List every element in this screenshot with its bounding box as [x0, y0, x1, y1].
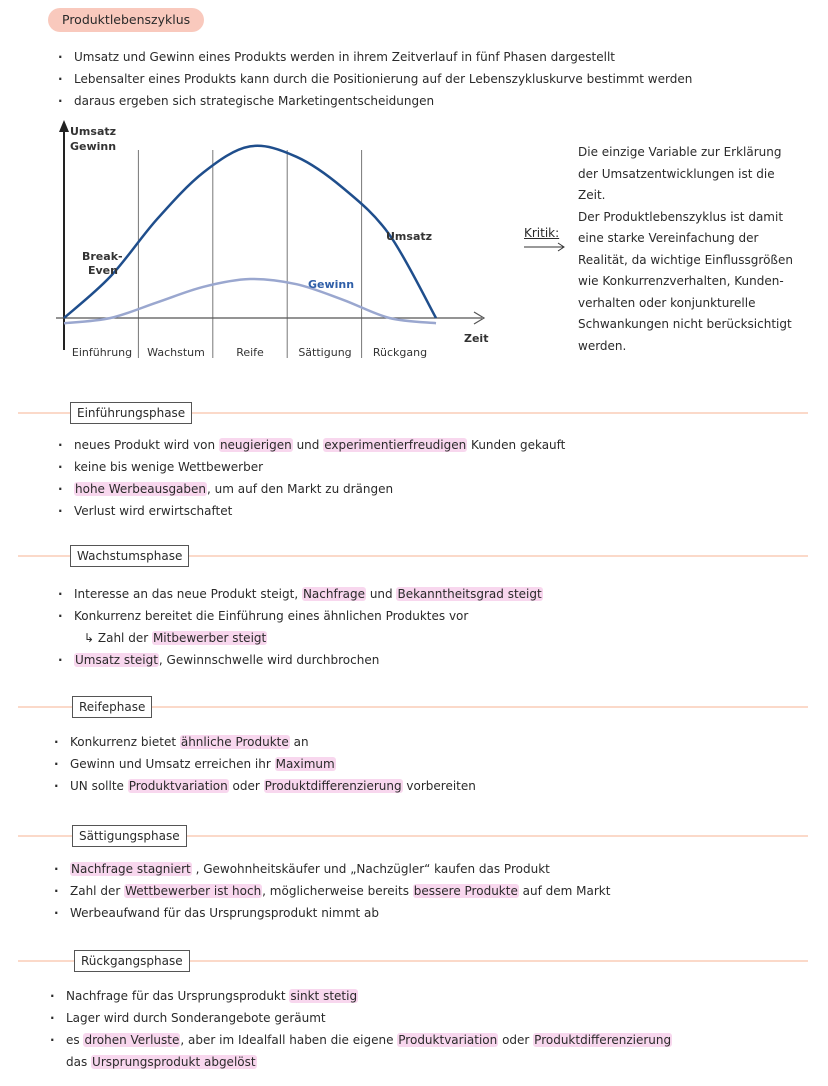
kritik-line: Die einzige Variable zur Erklärung: [578, 145, 782, 159]
gewinn-series-label: Gewinn: [308, 278, 355, 291]
phase-label-einfuehrung: Einführung: [71, 346, 133, 359]
phase-label-wachstum: Wachstum: [147, 346, 205, 359]
kritik-label: Kritik:: [524, 226, 560, 240]
text: oder: [228, 779, 264, 793]
y-axis-label-umsatz: Umsatz: [70, 125, 117, 138]
kritik-line: werden.: [578, 338, 627, 353]
intro-bullet: · Lebensalter eines Produkts kann durch die Positionierung auf der Lebenszykluskurve bestimmt werden: [56, 68, 692, 90]
reife-bullet-list: [52, 731, 476, 797]
list-item: · Lager wird durch Sonderangebote geräumt: [48, 1007, 672, 1029]
text: und: [292, 438, 324, 452]
page-title: Produktlebenszyklus: [48, 8, 204, 32]
list-item: [56, 478, 565, 500]
list-item: [52, 880, 610, 902]
intro-bullet: · Umsatz und Gewinn eines Produkts werden in ihrem Zeitverlauf in fünf Phasen dargestellt: [56, 46, 692, 68]
kritik-arrow-icon: [523, 242, 569, 252]
highlight: Umsatz steigt: [75, 653, 158, 667]
kritik-line: Der Produktlebenszyklus ist damit: [578, 209, 784, 224]
text: , Gewohnheitskäufer und „Nachzügler“ kaufen das Produkt: [191, 862, 550, 876]
section-header-einfuehrung: [18, 402, 808, 424]
saettigung-bullet-list: [52, 858, 610, 924]
list-item: [56, 649, 543, 671]
section-heading: Sättigungsphase: [72, 825, 187, 847]
text: Zahl der: [70, 884, 125, 898]
intro-bullet: · daraus ergeben sich strategische Marketingentscheidungen: [56, 90, 692, 112]
kritik-text: [578, 142, 808, 357]
wachstum-bullet-list: [56, 583, 543, 671]
highlight: Maximum: [275, 757, 335, 771]
highlight: Ursprungsprodukt abgelöst: [92, 1055, 256, 1069]
highlight: Produktvariation: [398, 1033, 498, 1047]
highlight: Produktvariation: [128, 779, 228, 793]
section-header-wachstum: [18, 545, 808, 567]
list-item: [48, 1029, 672, 1051]
text: Nachfrage für das Ursprungsprodukt: [66, 989, 290, 1003]
text: und: [366, 587, 397, 601]
highlight: neugierigen: [219, 438, 292, 452]
text: , aber im Idealfall haben die eigene: [180, 1033, 398, 1047]
highlight: drohen Verluste: [84, 1033, 180, 1047]
text: , möglicherweise bereits: [262, 884, 413, 898]
highlight: Nachfrage: [302, 587, 365, 601]
phase-label-rueckgang: Rückgang: [372, 346, 428, 359]
y-axis-label-gewinn: Gewinn: [70, 140, 117, 153]
list-item: · Verlust wird erwirtschaftet: [56, 500, 565, 522]
kritik-line: wie Konkurrenzverhalten, Kunden-: [578, 274, 784, 288]
highlight: ähnliche Produkte: [180, 735, 289, 749]
list-item: [52, 858, 610, 880]
list-item: · keine bis wenige Wettbewerber: [56, 456, 565, 478]
kritik-line: Schwankungen nicht berücksichtigt: [578, 317, 792, 331]
break-even-label-2: Even: [88, 264, 118, 277]
list-item: [56, 434, 565, 456]
phase-label-reife: Reife: [236, 346, 264, 359]
section-header-rueckgang: [18, 950, 808, 972]
highlight: bessere Produkte: [413, 884, 518, 898]
section-heading: Wachstumsphase: [70, 545, 189, 567]
highlight: Produktdifferenzierung: [534, 1033, 672, 1047]
y-axis-arrow: [59, 120, 69, 132]
text: es: [66, 1033, 84, 1047]
text: Gewinn und Umsatz erreichen ihr: [70, 757, 275, 771]
section-header-saettigung: [18, 825, 808, 847]
text: Konkurrenz bietet: [70, 735, 180, 749]
text: ↳ Zahl der: [84, 631, 152, 645]
list-item: [48, 1051, 672, 1073]
text: an: [289, 735, 309, 749]
text: , Gewinnschwelle wird durchbrochen: [158, 653, 380, 667]
highlight: Wettbewerber ist hoch: [125, 884, 262, 898]
list-item: · Werbeaufwand für das Ursprungsprodukt nimmt ab: [52, 902, 610, 924]
list-item: [48, 985, 672, 1007]
highlight: hohe Werbeausgaben: [75, 482, 207, 496]
text: oder: [498, 1033, 534, 1047]
list-item: [52, 775, 476, 797]
highlight: Produktdifferenzierung: [264, 779, 402, 793]
section-heading: Rückgangsphase: [74, 950, 190, 972]
list-item: [56, 583, 543, 605]
kritik-line: Zeit.: [578, 188, 606, 202]
umsatz-series-label: Umsatz: [386, 230, 433, 243]
text: vorbereiten: [402, 779, 476, 793]
text: auf dem Markt: [518, 884, 611, 898]
umsatz-curve: [64, 146, 436, 318]
text: UN sollte: [70, 779, 128, 793]
section-header-reife: [18, 696, 808, 718]
kritik-line: Realität, da wichtige Einflussgrößen: [578, 252, 793, 267]
list-item: [52, 753, 476, 775]
list-item: [52, 731, 476, 753]
text: neues Produkt wird von: [74, 438, 219, 452]
break-even-label-1: Break-: [82, 250, 123, 263]
gewinn-curve: [64, 279, 436, 323]
text: das: [66, 1055, 92, 1069]
highlight: Nachfrage stagniert: [71, 862, 191, 876]
kritik-line: verhalten oder konjunkturelle: [578, 295, 756, 310]
lifecycle-chart: [50, 118, 500, 368]
highlight: sinkt stetig: [290, 989, 358, 1003]
x-axis-label: Zeit: [464, 332, 489, 345]
highlight: Bekanntheitsgrad steigt: [397, 587, 542, 601]
text: , um auf den Markt zu drängen: [207, 482, 394, 496]
list-item: · Konkurrenz bereitet die Einführung eines ähnlichen Produktes vor: [56, 605, 543, 627]
rueckgang-bullet-list: [48, 985, 672, 1073]
highlight: Mitbewerber steigt: [152, 631, 267, 645]
text: Interesse an das neue Produkt steigt,: [74, 587, 302, 601]
einfuehrung-bullet-list: [56, 434, 565, 522]
lifecycle-chart-svg: [50, 118, 500, 368]
section-heading: Reifephase: [72, 696, 152, 718]
list-item: [56, 627, 543, 649]
highlight: experimentierfreudigen: [324, 438, 467, 452]
section-heading: Einführungsphase: [70, 402, 192, 424]
kritik-line: eine starke Vereinfachung der: [578, 231, 759, 245]
intro-bullet-list: [56, 46, 692, 112]
text: Kunden gekauft: [467, 438, 566, 452]
kritik-line: der Umsatzentwicklungen ist die: [578, 166, 775, 181]
phase-label-saettigung: Sättigung: [298, 346, 352, 359]
